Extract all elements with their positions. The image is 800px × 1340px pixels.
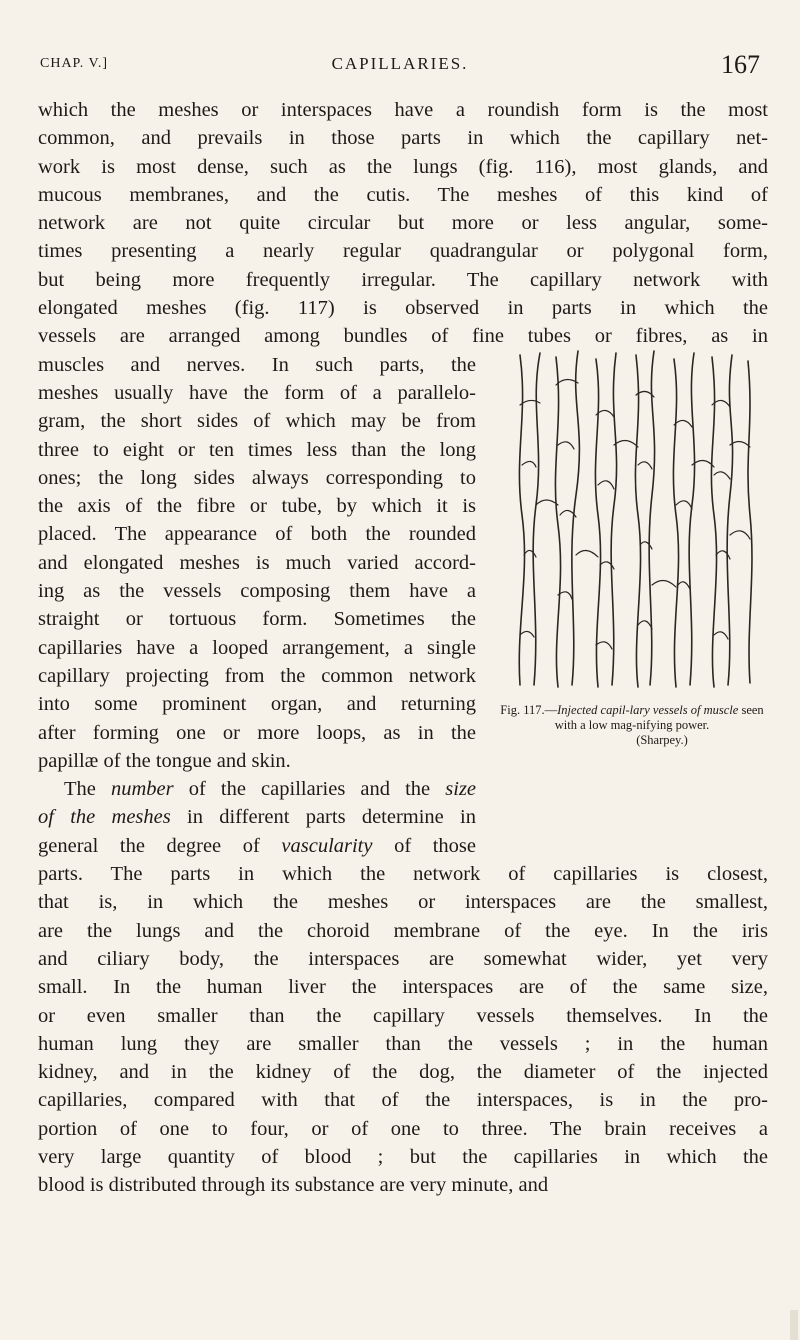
text-line: general the degree of vascularity of those [38, 834, 476, 857]
paragraph-1-full [38, 96, 768, 351]
emphasis-vascularity: vascularity [281, 834, 373, 857]
page-header [40, 52, 760, 82]
emphasis-number: number [110, 778, 174, 801]
text-line: into some prominent organ, and returning [38, 693, 476, 716]
text-line: three to eight or ten times less than the long [38, 438, 476, 461]
capillary-network-illustration [500, 345, 765, 690]
text-line: or even smaller than the capillary vessels themselves. In the [38, 1004, 768, 1027]
text-line: mucous membranes, and the cutis. The meshes of this kind of [38, 183, 768, 206]
caption-italic: Injected capil-lary vessels of muscle [557, 703, 739, 717]
text-line: elongated meshes (fig. 117) is observed in parts in which the [38, 297, 768, 320]
text-line: and ciliary body, the interspaces are somewhat wider, yet very [38, 947, 768, 970]
caption-text: seen with a low mag-nifying power. [554, 703, 764, 732]
text-line: are the lungs and the choroid membrane of the eye. In the iris [38, 919, 768, 942]
text-line: work is most dense, such as the lungs (fig. 116), most glands, and [38, 155, 768, 178]
text-line: and elongated meshes is much varied accord- [38, 551, 476, 574]
text-line: portion of one to four, or of one to three. The brain receives a [38, 1117, 768, 1140]
page-number: 167 [721, 50, 760, 79]
text-line: parts. The parts in which the network of capillaries is closest, [38, 863, 768, 886]
figure-caption [492, 703, 772, 748]
text-line: of the meshes in different parts determine in [38, 806, 476, 829]
text-line: The number of the capillaries and the size [64, 778, 477, 801]
text-line: blood is distributed through its substance are very minute, and [38, 1174, 549, 1197]
page-edge-mark [790, 1310, 798, 1340]
text-line: network are not quite circular but more or less angular, some- [38, 212, 768, 235]
text-line: capillaries have a looped arrangement, a single [38, 636, 476, 659]
text-line: capillary projecting from the common network [38, 664, 476, 687]
text-line: muscles and nerves. In such parts, the [38, 353, 476, 376]
text-line: placed. The appearance of both the rounded [38, 523, 476, 546]
chapter-label: CHAP. V.] [40, 56, 109, 71]
paragraph-2-full [38, 832, 768, 1200]
text-line: ing as the vessels composing them have a [38, 580, 476, 603]
text-line: capillaries, compared with that of the interspaces, is in the pro- [38, 1089, 768, 1112]
text-line: but being more frequently irregular. The capillary network with [38, 268, 768, 291]
text-line: small. In the human liver the interspaces are of the same size, [38, 976, 768, 999]
text-line: vessels are arranged among bundles of fine tubes or fibres, as in [38, 325, 768, 348]
text-line: human lung they are smaller than the vessels ; in the human [38, 1032, 768, 1055]
text-line: gram, the short sides of which may be from [38, 410, 476, 433]
text-line: which the meshes or interspaces have a roundish form is the most [38, 99, 768, 121]
text-line: straight or tortuous form. Sometimes the [38, 608, 476, 631]
text-line: papillæ of the tongue and skin. [38, 749, 291, 772]
text-line: common, and prevails in those parts in which the capillary net- [38, 127, 768, 150]
text-line: meshes usually have the form of a parallelo- [38, 381, 476, 404]
figure-label: Fig. 117.— [500, 703, 558, 717]
figure-credit: (Sharpey.) [636, 733, 688, 747]
text-line: ones; the long sides always corresponding to [38, 466, 476, 489]
figure-117 [492, 345, 772, 765]
text-line: kidney, and in the kidney of the dog, the diameter of the injected [38, 1061, 768, 1084]
paragraph-2-narrow [38, 775, 476, 832]
emphasis-size: size [445, 778, 477, 801]
text-line: the axis of the fibre or tube, by which it is [38, 495, 476, 518]
emphasis-meshes: of the meshes [38, 806, 171, 829]
text-line: times presenting a nearly regular quadrangular or polygonal form, [38, 240, 768, 263]
text-line: after forming one or more loops, as in the [38, 721, 476, 744]
paragraph-1-narrow [38, 351, 476, 775]
text-line: that is, in which the meshes or interspaces are the smallest, [38, 891, 768, 914]
running-title: CAPILLARIES. [331, 54, 469, 73]
text-line: very large quantity of blood ; but the capillaries in which the [38, 1146, 768, 1169]
